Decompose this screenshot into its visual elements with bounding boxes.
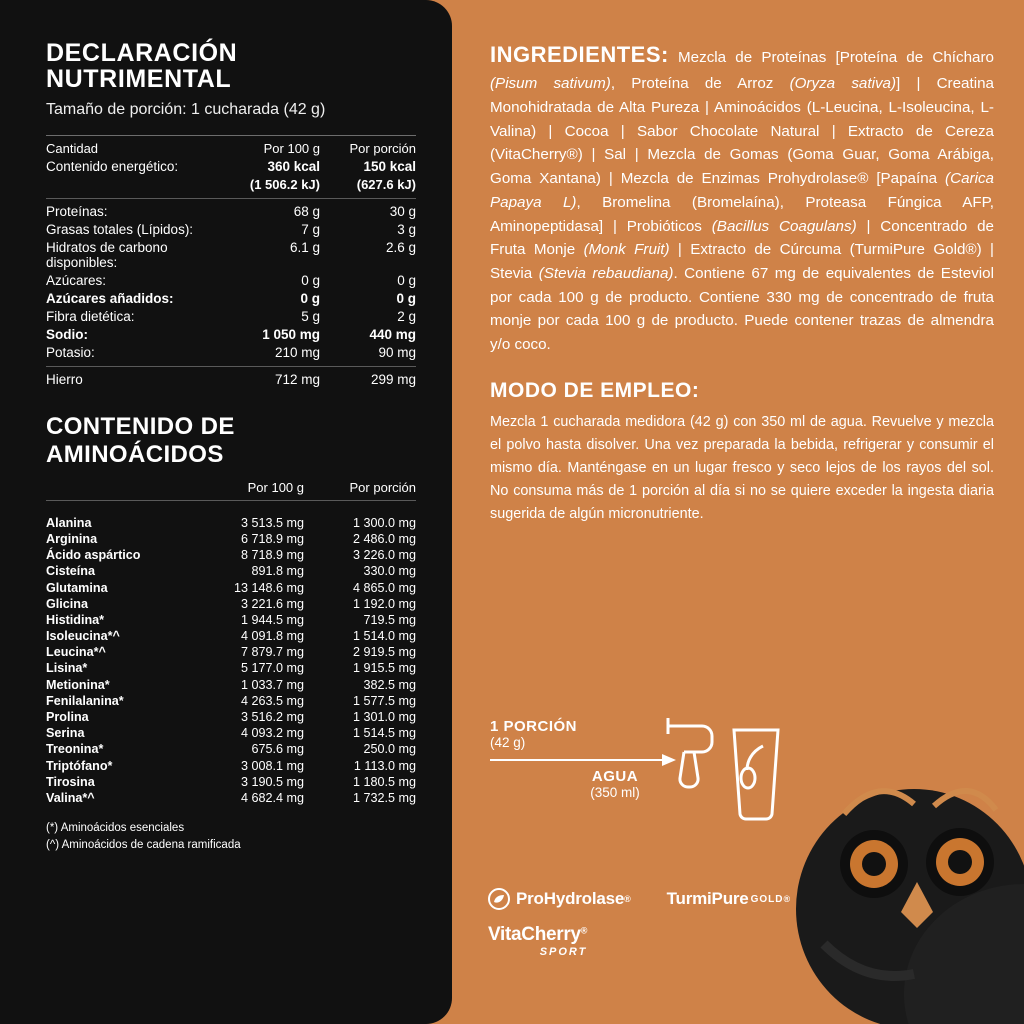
amino-name: Valina*^ bbox=[46, 790, 95, 805]
table-row bbox=[46, 239, 416, 272]
amino-per-serving: 250.0 mg bbox=[363, 742, 416, 757]
amino-per-100g: 8 718.9 mg bbox=[240, 548, 304, 563]
amino-per-serving: 4 865.0 mg bbox=[352, 580, 416, 595]
water-label: AGUA bbox=[591, 768, 639, 785]
table-row bbox=[46, 579, 416, 595]
amino-name: Prolina bbox=[46, 710, 89, 725]
amino-per-serving: 1 192.0 mg bbox=[352, 596, 416, 611]
nutrient-label: Hidratos de carbono disponibles: bbox=[46, 240, 168, 270]
table-row bbox=[46, 290, 416, 308]
ingredients-fragment: (Bacillus Coagulans) bbox=[711, 217, 857, 235]
amino-name: Lisina* bbox=[46, 661, 88, 676]
header-per-100g: Por 100 g bbox=[263, 141, 320, 156]
nutrient-per-serving: 3 g bbox=[397, 222, 416, 237]
nutrient-per-serving: 440 mg bbox=[369, 327, 416, 342]
amino-name: Arginina bbox=[46, 531, 98, 546]
serving-size-text: Tamaño de porción: 1 cucharada (42 g) bbox=[46, 100, 326, 118]
table-row bbox=[46, 709, 416, 725]
table-row bbox=[46, 531, 416, 547]
amino-per-100g: 13 148.6 mg bbox=[233, 580, 304, 595]
prohydrolase-mark: ® bbox=[624, 894, 631, 904]
amino-per-100g: 1 033.7 mg bbox=[240, 677, 304, 692]
energy-kcal-serving: 150 kcal bbox=[363, 159, 416, 174]
table-row bbox=[46, 176, 416, 194]
amino-per-100g: 4 093.2 mg bbox=[240, 726, 304, 741]
nutrition-panel bbox=[0, 0, 452, 1024]
amino-title: CONTENIDO DE AMINOÁCIDOS bbox=[46, 412, 235, 468]
amino-per-100g: 1 944.5 mg bbox=[240, 612, 304, 627]
amino-footnotes bbox=[46, 820, 418, 855]
ingredients-fragment: (Oryza sativa) bbox=[789, 75, 897, 93]
amino-per-100g: 3 008.1 mg bbox=[240, 758, 304, 773]
nutrient-label: Sodio: bbox=[46, 327, 88, 342]
nutrient-per-100g: 68 g bbox=[293, 204, 320, 219]
table-row bbox=[46, 790, 416, 806]
amino-per-serving: 1 300.0 mg bbox=[352, 515, 416, 530]
ingredients-block bbox=[490, 38, 994, 357]
usage-title: MODO DE EMPLEO: bbox=[490, 378, 700, 402]
amino-name: Ácido aspártico bbox=[46, 548, 141, 563]
ingredients-fragment: , Bromelina (Bromelaína), Proteasa Fúngica AFP, Aminopeptidasa] | Probióticos bbox=[490, 193, 995, 235]
nutrient-per-100g: 6.1 g bbox=[289, 240, 320, 255]
table-row bbox=[46, 203, 416, 221]
amino-name: Isoleucina*^ bbox=[46, 629, 120, 644]
table-row bbox=[46, 158, 416, 176]
amino-table bbox=[46, 515, 416, 806]
table-row bbox=[46, 725, 416, 741]
nutrition-table bbox=[46, 140, 416, 194]
table-row bbox=[46, 628, 416, 644]
amino-per-serving: 1 514.5 mg bbox=[352, 726, 416, 741]
energy-kcal-100g: 360 kcal bbox=[267, 159, 320, 174]
amino-footnote: (*) Aminoácidos esenciales bbox=[46, 822, 185, 835]
nutrient-per-100g: 0 g bbox=[301, 273, 320, 288]
nutrient-per-serving: 2 g bbox=[397, 309, 416, 324]
amino-per-100g: 7 879.7 mg bbox=[240, 645, 304, 660]
amino-per-serving: 1 113.0 mg bbox=[353, 758, 416, 773]
divider bbox=[46, 366, 416, 367]
iron-label: Hierro bbox=[46, 372, 83, 387]
table-row bbox=[46, 515, 416, 531]
nutrient-label: Fibra dietética: bbox=[46, 309, 135, 324]
amino-per-serving: 1 514.0 mg bbox=[352, 629, 416, 644]
amino-per-serving: 2 486.0 mg bbox=[352, 531, 416, 546]
table-row bbox=[46, 596, 416, 612]
usage-text: Mezcla 1 cucharada medidora (42 g) con 350 ml de agua. Revuelve y mezcla el polvo hasta disolver. Una vez preparada la bebida, refrigerar y consumir el mismo día. Manténgase en un lugar fresco y seco lejos de los rayos del sol. No consuma más de 1 porción al día si no se quiere exceder la ingesta diaria sugerida de algún micronutriente. bbox=[490, 413, 994, 522]
table-row bbox=[46, 774, 416, 790]
table-header-row bbox=[46, 479, 416, 496]
energy-label: Contenido energético: bbox=[46, 159, 179, 174]
table-row bbox=[46, 344, 416, 362]
nutrient-per-serving: 30 g bbox=[389, 204, 416, 219]
water-amount: (350 ml) bbox=[590, 785, 640, 800]
amino-name: Glutamina bbox=[46, 580, 108, 595]
amino-per-serving: 330.0 mg bbox=[363, 564, 416, 579]
amino-name: Leucina*^ bbox=[46, 645, 106, 660]
nutrient-per-100g: 1 050 mg bbox=[262, 327, 320, 342]
amino-per-100g: 891.8 mg bbox=[251, 564, 304, 579]
table-row bbox=[46, 326, 416, 344]
nutrient-per-100g: 7 g bbox=[301, 222, 320, 237]
table-header-row bbox=[46, 140, 416, 158]
nutrient-label: Azúcares: bbox=[46, 273, 107, 288]
table-row bbox=[46, 308, 416, 326]
amino-header-per-100g: Por 100 g bbox=[247, 479, 304, 495]
table-row bbox=[46, 693, 416, 709]
amino-per-100g: 675.6 mg bbox=[251, 742, 304, 757]
amino-name: Tirosina bbox=[46, 774, 95, 789]
amino-name: Glicina bbox=[46, 596, 88, 611]
nutrient-per-100g: 5 g bbox=[301, 309, 320, 324]
amino-per-serving: 3 226.0 mg bbox=[352, 548, 416, 563]
amino-name: Cisteína bbox=[46, 564, 95, 579]
amino-header-per-serving: Por porción bbox=[349, 479, 416, 495]
table-row bbox=[46, 758, 416, 774]
amino-footnote: (^) Aminoácidos de cadena ramificada bbox=[46, 839, 241, 852]
prohydrolase-label: ProHydrolase bbox=[516, 889, 625, 908]
amino-per-serving: 2 919.5 mg bbox=[352, 645, 416, 660]
owl-illustration bbox=[724, 694, 1024, 1024]
ingredients-fragment: (Monk Fruit) bbox=[583, 241, 670, 259]
table-row bbox=[46, 221, 416, 239]
amino-per-100g: 3 190.5 mg bbox=[240, 774, 304, 789]
turmipure-label: TurmiPure bbox=[666, 889, 749, 908]
amino-header-table bbox=[46, 479, 416, 496]
amino-name: Alanina bbox=[46, 515, 92, 530]
nutrient-per-serving: 90 mg bbox=[378, 345, 416, 360]
amino-per-serving: 1 577.5 mg bbox=[352, 693, 416, 708]
header-per-serving: Por porción bbox=[349, 141, 416, 156]
turmipure-mark: ® bbox=[783, 894, 790, 904]
nutrition-extra-table bbox=[46, 371, 416, 389]
amino-per-100g: 3 513.5 mg bbox=[240, 515, 304, 530]
divider bbox=[46, 135, 416, 136]
amino-per-serving: 719.5 mg bbox=[363, 612, 416, 627]
amino-name: Serina bbox=[46, 726, 85, 741]
nutrient-label: Potasio: bbox=[46, 345, 95, 360]
ingredients-fragment: . Contiene 67 mg de equivalentes de Esteviol por cada 100 g de producto. Contiene 330 mg de concentrado de fruta monje por cada 100 g de producto. Puede contener trazas de almendra y/o coco. bbox=[490, 264, 994, 354]
amino-name: Histidina* bbox=[46, 612, 105, 627]
ingredients-fragment: | Extracto de Cúrcuma (TurmiPure Gold®) | Stevia bbox=[490, 241, 994, 282]
amino-per-serving: 1 180.5 mg bbox=[352, 774, 416, 789]
divider bbox=[46, 500, 416, 501]
energy-kj-100g: (1 506.2 kJ) bbox=[249, 177, 320, 192]
vitacherry-label: VitaCherry bbox=[488, 924, 581, 945]
amino-per-100g: 3 221.6 mg bbox=[240, 596, 304, 611]
ingredients-fragment: | Concentrado de Fruta Monje bbox=[490, 217, 994, 259]
nutrient-per-100g: 210 mg bbox=[274, 345, 320, 360]
table-row bbox=[46, 741, 416, 757]
amino-per-100g: 4 682.4 mg bbox=[240, 790, 304, 805]
vitacherry-mark: ® bbox=[580, 925, 588, 936]
amino-per-100g: 4 263.5 mg bbox=[240, 693, 304, 708]
ingredients-heading: INGREDIENTES: bbox=[490, 42, 669, 67]
amino-per-serving: 382.5 mg bbox=[363, 677, 416, 692]
table-row bbox=[46, 677, 416, 693]
nutrient-per-serving: 0 g bbox=[397, 273, 416, 288]
amino-name: Fenilalanina* bbox=[46, 693, 124, 708]
table-row bbox=[46, 547, 416, 563]
amino-per-100g: 4 091.8 mg bbox=[240, 629, 304, 644]
amino-per-100g: 5 177.0 mg bbox=[240, 661, 304, 676]
table-row bbox=[46, 644, 416, 660]
amino-per-serving: 1 732.5 mg bbox=[352, 790, 416, 805]
nutrient-per-100g: 0 g bbox=[300, 291, 320, 306]
nutrient-per-serving: 2.6 g bbox=[385, 240, 416, 255]
table-row bbox=[46, 371, 416, 389]
table-row bbox=[46, 612, 416, 628]
leaf-icon bbox=[488, 888, 510, 910]
portion-amount: (42 g) bbox=[490, 735, 526, 750]
arrow-icon bbox=[490, 754, 680, 766]
amino-per-100g: 3 516.2 mg bbox=[240, 710, 304, 725]
ingredients-fragment: Mezcla de Proteínas [Proteína de Chícharo bbox=[668, 49, 994, 66]
ingredients-fragment: ] | Creatina Monohidratada de Alta Pureza | Aminoácidos (L-Leucina, L-Isoleucina, L-Valina) | Cocoa | Sabor Chocolate Natural | Extracto de Cereza (VitaCherry®) | Sal | Mezcla de Gomas (Goma Guar, Goma Arábiga, Goma Xantana) | Mezcla de Enzimas Prohydrolase® [Papaína bbox=[490, 75, 994, 188]
nutrient-label: Grasas totales (Lípidos): bbox=[46, 222, 194, 237]
amino-name: Triptófano* bbox=[46, 758, 113, 773]
nutrient-label: Proteínas: bbox=[46, 204, 108, 219]
ingredients-fragment: (Pisum sativum) bbox=[490, 75, 611, 93]
nutrition-rows-table bbox=[46, 203, 416, 362]
ingredients-text bbox=[490, 49, 994, 353]
ingredients-fragment: (Carica Papaya L) bbox=[490, 170, 994, 211]
vitacherry-logo bbox=[488, 924, 587, 958]
header-amount: Cantidad bbox=[46, 141, 99, 156]
table-row bbox=[46, 563, 416, 579]
amino-per-serving: 1 301.0 mg bbox=[352, 710, 416, 725]
amino-per-100g: 6 718.9 mg bbox=[240, 531, 304, 546]
nutrient-label: Azúcares añadidos: bbox=[46, 291, 174, 306]
page-title: DECLARACIÓN NUTRIMENTAL bbox=[46, 39, 238, 94]
prohydrolase-logo bbox=[488, 888, 631, 910]
portion-label: 1 PORCIÓN bbox=[490, 718, 578, 735]
iron-serving: 299 mg bbox=[370, 372, 416, 387]
ingredients-fragment: , Proteína de Arroz bbox=[610, 75, 790, 93]
amino-name: Metionina* bbox=[46, 677, 110, 692]
energy-kj-serving: (627.6 kJ) bbox=[356, 177, 416, 192]
table-row bbox=[46, 660, 416, 676]
nutrient-per-serving: 0 g bbox=[396, 291, 416, 306]
amino-per-serving: 1 915.5 mg bbox=[352, 661, 416, 676]
divider bbox=[46, 198, 416, 199]
turmipure-gold-label: GOLD bbox=[750, 893, 784, 905]
iron-100g: 712 mg bbox=[274, 372, 320, 387]
ingredients-fragment: (Stevia rebaudiana) bbox=[538, 264, 674, 282]
vitacherry-sport-label: SPORT bbox=[539, 946, 588, 958]
amino-name: Treonina* bbox=[46, 742, 104, 757]
table-row bbox=[46, 272, 416, 290]
